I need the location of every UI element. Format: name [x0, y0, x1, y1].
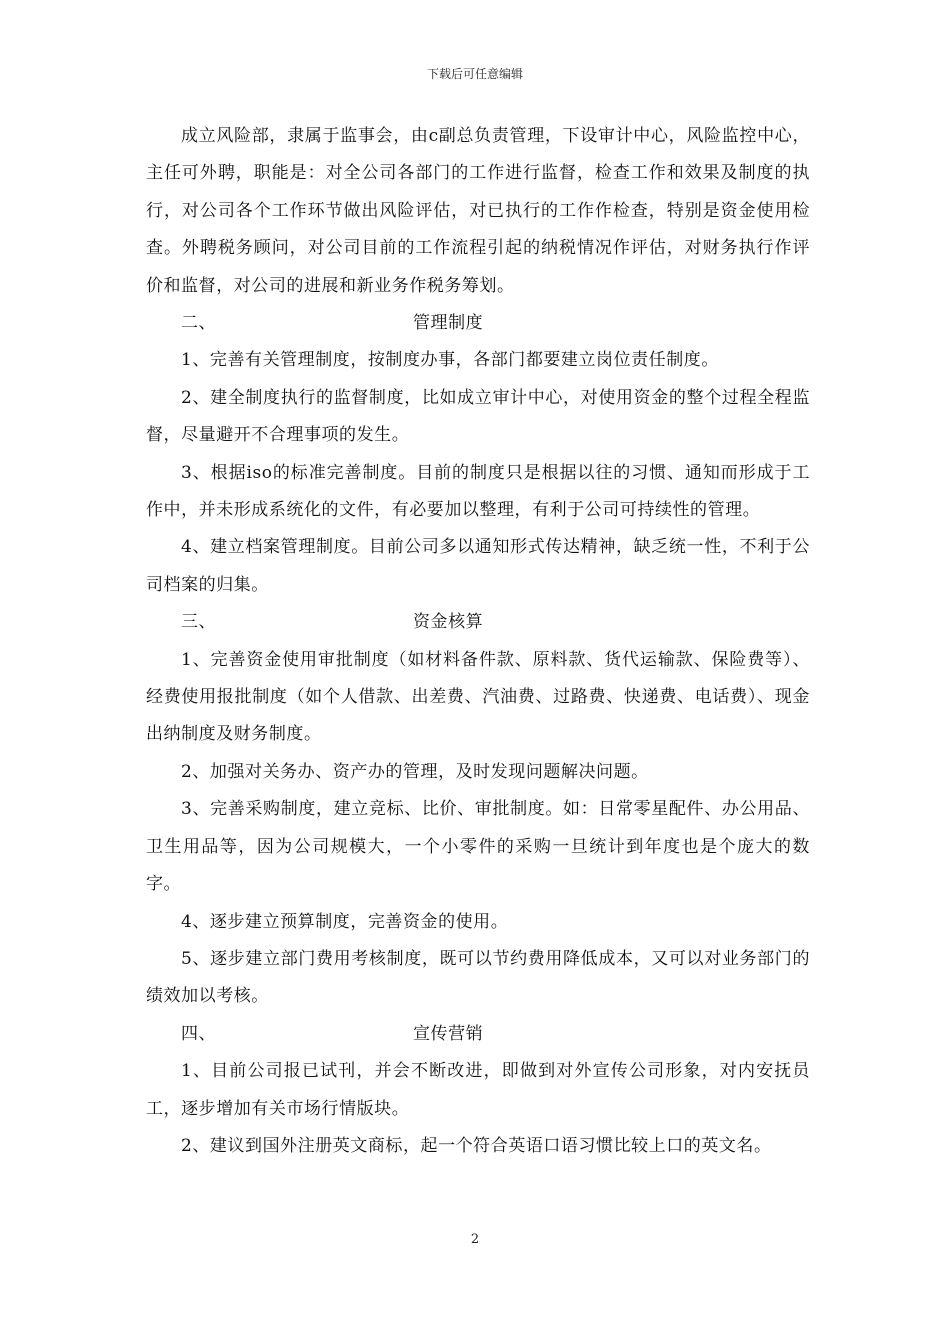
paragraph-accounting-2: 2、加强对关务办、资产办的管理，及时发现问题解决问题。	[181, 761, 649, 782]
paragraph-accounting-1: 1、完善资金使用审批制度（如材料备件款、原料款、货代运输款、保险费等）、经费使用报批制度（如个人借款、出差费、汽油费、过路费、快递费、电话费）、现金出纳制度及财务制度。	[146, 649, 810, 745]
paragraph-accounting-4: 4、逐步建立预算制度，完善资金的使用。	[181, 911, 509, 932]
paragraph-management-4: 4、建立档案管理制度。目前公司多以通知形式传达精神，缺乏统一性，不利于公司档案的归集。	[146, 537, 810, 595]
section-title: 资金核算	[413, 612, 484, 633]
section-number: 四、	[181, 1023, 217, 1044]
paragraph-marketing-2: 2、建议到国外注册英文商标，起一个符合英语口语习惯比较上口的英文名。	[181, 1135, 772, 1156]
page-number: 2	[470, 1232, 480, 1247]
page-header: 下载后可任意编辑	[426, 67, 523, 81]
section-title: 宣传营销	[413, 1023, 484, 1044]
section-heading-accounting	[146, 604, 810, 641]
section-heading-management	[146, 305, 810, 342]
paragraph-management-1: 1、完善有关管理制度，按制度办事，各部门都要建立岗位责任制度。	[181, 350, 719, 371]
paragraph-accounting-3: 3、完善采购制度，建立竞标、比价、审批制度。如：日常零星配件、办公用品、卫生用品等，因为公司规模大，一个小零件的采购一旦统计到年度也是个庞大的数字。	[146, 799, 810, 895]
document-body	[146, 118, 810, 1165]
paragraph-risk-department: 成立风险部，隶属于监事会，由c副总负责管理，下设审计中心，风险监控中心，主任可外聘，职能是：对全公司各部门的工作进行监督，检查工作和效果及制度的执行，对公司各个工作环节做出风险评估，对已执行的工作作检查，特别是资金使用检查。外聘税务顾问，对公司目前的工作流程引起的纳税情况作评估，对财务执行作评价和监督，对公司的进展和新业务作税务筹划。	[146, 126, 810, 296]
section-number: 三、	[181, 612, 217, 633]
paragraph-accounting-5: 5、逐步建立部门费用考核制度，既可以节约费用降低成本，又可以对业务部门的绩效加以考核。	[146, 948, 810, 1007]
section-title: 管理制度	[413, 313, 484, 334]
section-heading-marketing	[146, 1016, 810, 1053]
paragraph-management-2: 2、建全制度执行的监督制度，比如成立审计中心，对使用资金的整个过程全程监督，尽量避开不合理事项的发生。	[146, 387, 810, 446]
section-number: 二、	[181, 313, 217, 334]
paragraph-marketing-1: 1、目前公司报已试刊，并会不断改进，即做到对外宣传公司形象，对内安抚员工，逐步增加有关市场行情版块。	[146, 1061, 810, 1119]
paragraph-management-3: 3、根据iso的标准完善制度。目前的制度只是根据以往的习惯、通知而形成于工作中，并未形成系统化的文件，有必要加以整理，有利于公司可持续性的管理。	[146, 462, 810, 521]
